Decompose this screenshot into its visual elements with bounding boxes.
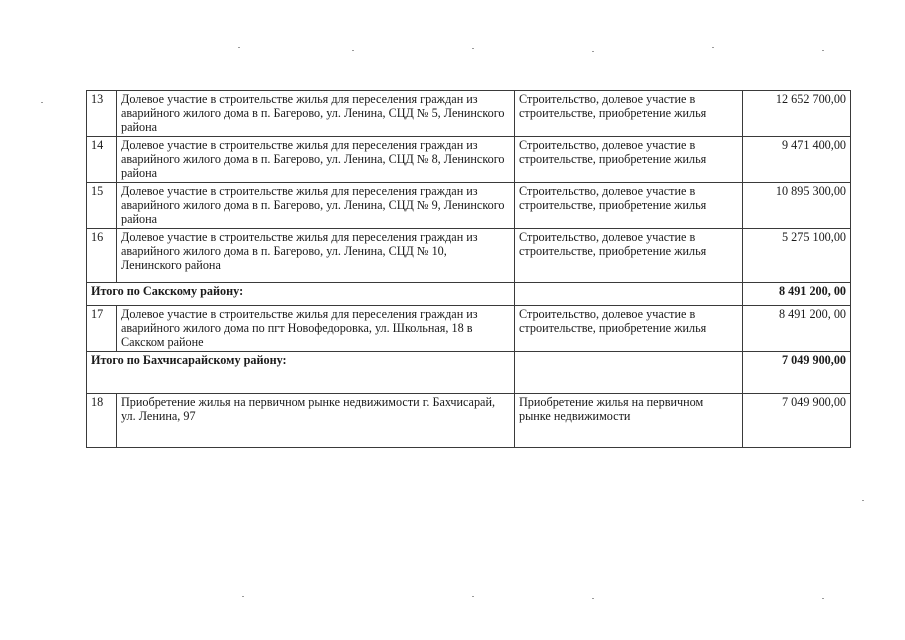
total-amount: 8 491 200, 00 (743, 283, 851, 306)
amount: 8 491 200, 00 (743, 306, 851, 352)
amount: 7 049 900,00 (743, 394, 851, 448)
amount: 10 895 300,00 (743, 183, 851, 229)
work-type: Строительство, долевое участие в строительстве, приобретение жилья (515, 229, 743, 283)
table-row (87, 91, 851, 137)
row-number: 14 (87, 137, 117, 183)
scan-speck (41, 102, 43, 103)
row-number: 13 (87, 91, 117, 137)
total-label: Итого по Бахчисарайскому району: (87, 352, 515, 394)
work-type: Строительство, долевое участие в строительстве, приобретение жилья (515, 306, 743, 352)
scan-speck (352, 50, 354, 51)
amount: 5 275 100,00 (743, 229, 851, 283)
scan-speck (242, 596, 244, 597)
object-name: Долевое участие в строительстве жилья для переселения граждан из аварийного жилого дома в п. Багерово, ул. Ленина, СЦД № 10, Ленинского района (117, 229, 515, 283)
scan-speck (472, 48, 474, 49)
scan-speck (822, 598, 824, 599)
row-number: 15 (87, 183, 117, 229)
object-name: Долевое участие в строительстве жилья для переселения граждан из аварийного жилого дома в п. Багерово, ул. Ленина, СЦД № 5, Ленинского района (117, 91, 515, 137)
object-name: Долевое участие в строительстве жилья для переселения граждан из аварийного жилого дома в п. Багерово, ул. Ленина, СЦД № 9, Ленинского района (117, 183, 515, 229)
scan-speck (712, 47, 714, 48)
table-row (87, 229, 851, 283)
work-type: Строительство, долевое участие в строительстве, приобретение жилья (515, 91, 743, 137)
scan-speck (472, 596, 474, 597)
object-name: Долевое участие в строительстве жилья для переселения граждан из аварийного жилого дома по пгт Новофедоровка, ул. Школьная, 18 в Сакском районе (117, 306, 515, 352)
scan-speck (862, 500, 864, 501)
empty-cell (515, 283, 743, 306)
row-number: 16 (87, 229, 117, 283)
housing-program-table (86, 90, 851, 448)
amount: 12 652 700,00 (743, 91, 851, 137)
object-name: Приобретение жилья на первичном рынке недвижимости г. Бахчисарай, ул. Ленина, 97 (117, 394, 515, 448)
total-row-bakhchisaray (87, 352, 851, 394)
total-amount: 7 049 900,00 (743, 352, 851, 394)
object-name: Долевое участие в строительстве жилья для переселения граждан из аварийного жилого дома в п. Багерово, ул. Ленина, СЦД № 8, Ленинского района (117, 137, 515, 183)
scan-speck (822, 50, 824, 51)
table-row (87, 306, 851, 352)
empty-cell (515, 352, 743, 394)
scan-speck (592, 51, 594, 52)
table-row (87, 137, 851, 183)
scan-speck (238, 47, 240, 48)
table-row (87, 394, 851, 448)
row-number: 17 (87, 306, 117, 352)
total-label: Итого по Сакскому району: (87, 283, 515, 306)
row-number: 18 (87, 394, 117, 448)
amount: 9 471 400,00 (743, 137, 851, 183)
work-type: Строительство, долевое участие в строительстве, приобретение жилья (515, 183, 743, 229)
work-type: Строительство, долевое участие в строительстве, приобретение жилья (515, 137, 743, 183)
total-row-saki (87, 283, 851, 306)
scan-speck (592, 598, 594, 599)
table-row (87, 183, 851, 229)
work-type: Приобретение жилья на первичном рынке недвижимости (515, 394, 743, 448)
